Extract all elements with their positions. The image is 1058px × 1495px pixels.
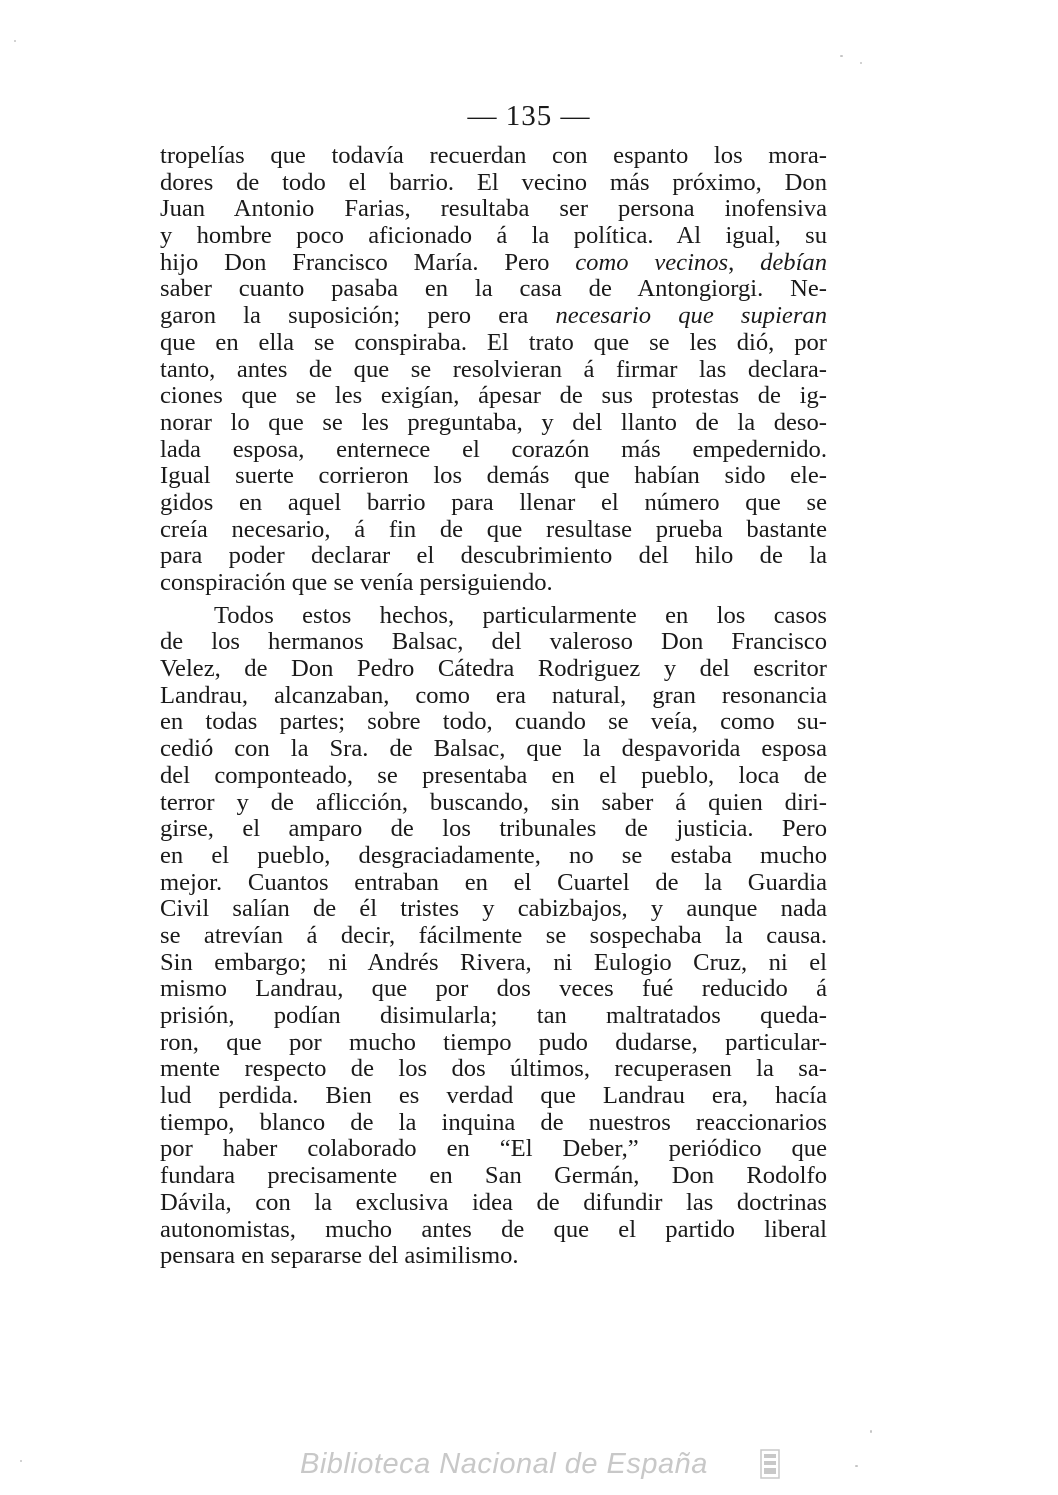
text-line: y hombre poco aficionado á la política. Al igual, su bbox=[160, 222, 827, 250]
text-line: Juan Antonio Farias, resultaba ser persona inofensiva bbox=[160, 195, 827, 223]
text-line: mejor. Cuantos entraban en el Cuartel de la Guardia bbox=[160, 868, 827, 896]
library-logo-icon bbox=[760, 1449, 780, 1479]
text-line: del componteado, se presentaba en el pueblo, loca de bbox=[160, 761, 827, 789]
text-line: lud perdida. Bien es verdad que Landrau era, hacía bbox=[160, 1082, 827, 1110]
paragraph-1 bbox=[160, 143, 827, 597]
library-watermark: Biblioteca Nacional de España bbox=[300, 1448, 708, 1480]
paper-speck bbox=[860, 62, 862, 64]
text-line: se atrevían á decir, fácilmente se sospechaba la causa. bbox=[160, 921, 827, 949]
text-line: fundara precisamente en San Germán, Don Rodolfo bbox=[160, 1162, 827, 1190]
text-line: Igual suerte corrieron los demás que habían sido ele- bbox=[160, 462, 827, 490]
text-line: mismo Landrau, que por dos veces fué reducido á bbox=[160, 975, 827, 1003]
text-line: norar lo que se les preguntaba, y del llanto de la deso- bbox=[160, 408, 827, 436]
text-line: Sin embargo; ni Andrés Rivera, ni Eulogio Cruz, ni el bbox=[160, 948, 827, 976]
paper-speck bbox=[870, 1430, 872, 1433]
text-line: saber cuanto pasaba en la casa de Antongiorgi. Ne- bbox=[160, 275, 827, 303]
paragraph-2 bbox=[160, 603, 827, 1270]
text-line: Velez, de Don Pedro Cátedra Rodriguez y del escritor bbox=[160, 655, 827, 683]
text-line: girse, el amparo de los tribunales de justicia. Pero bbox=[160, 815, 827, 843]
text-line: de los hermanos Balsac, del valeroso Don Francisco bbox=[160, 628, 827, 656]
text-line: cedió con la Sra. de Balsac, que la despavorida esposa bbox=[160, 735, 827, 763]
text-line: Landrau, alcanzaban, como era natural, gran resonancia bbox=[160, 681, 827, 709]
text-line: Todos estos hechos, particularmente en los casos bbox=[214, 601, 827, 629]
text-line: ciones que se les exigían, ápesar de sus protestas de ig- bbox=[160, 382, 827, 410]
body-text bbox=[160, 143, 827, 1270]
text-line: conspiración que se venía persiguiendo. bbox=[160, 569, 553, 596]
text-line: Dávila, con la exclusiva idea de difundir las doctrinas bbox=[160, 1188, 827, 1216]
paper-speck bbox=[855, 1465, 858, 1467]
text-line: tanto, antes de que se resolvieran á firmar las declara- bbox=[160, 355, 827, 383]
text-line: terror y de aflicción, buscando, sin saber á quien diri- bbox=[160, 788, 827, 816]
text-line: dores de todo el barrio. El vecino más próximo, Don bbox=[160, 168, 827, 196]
text-line: lada esposa, enternece el corazón más empedernido. bbox=[160, 435, 827, 463]
text-line: garon la suposición; pero era necesario que supieran bbox=[160, 302, 828, 330]
text-line: mente respecto de los dos últimos, recuperasen la sa- bbox=[160, 1055, 827, 1083]
page-number: — 135 — bbox=[467, 100, 591, 132]
paper-speck bbox=[840, 55, 843, 57]
text-line: creía necesario, á fin de que resultase prueba bastante bbox=[160, 515, 827, 543]
text-line: por haber colaborado en “El Deber,” periódico que bbox=[160, 1135, 827, 1163]
text-line: en todas partes; sobre todo, cuando se veía, como su- bbox=[160, 708, 827, 736]
text-line: tiempo, blanco de la inquina de nuestros reaccionarios bbox=[160, 1108, 827, 1136]
text-line: que en ella se conspiraba. El trato que se les dió, por bbox=[160, 328, 827, 356]
paper-speck bbox=[14, 40, 16, 42]
text-line: en el pueblo, desgraciadamente, no se estaba mucho bbox=[160, 841, 827, 869]
text-line: hijo Don Francisco María. Pero como vecinos, debían bbox=[160, 248, 828, 276]
text-line: tropelías que todavía recuerdan con espanto los mora- bbox=[160, 142, 827, 169]
text-line: pensara en separarse del asimilismo. bbox=[160, 1242, 519, 1270]
paper-speck bbox=[20, 1460, 22, 1462]
text-line: gidos en aquel barrio para llenar el número que se bbox=[160, 488, 827, 516]
text-line: ron, que por mucho tiempo pudo dudarse, particular- bbox=[160, 1028, 827, 1056]
text-line: para poder declarar el descubrimiento del hilo de la bbox=[160, 542, 827, 570]
text-line: prisión, podían disimularla; tan maltratados queda- bbox=[160, 1002, 827, 1029]
text-line: autonomistas, mucho antes de que el partido liberal bbox=[160, 1215, 827, 1243]
text-line: Civil salían de él tristes y cabizbajos, y aunque nada bbox=[160, 895, 827, 923]
